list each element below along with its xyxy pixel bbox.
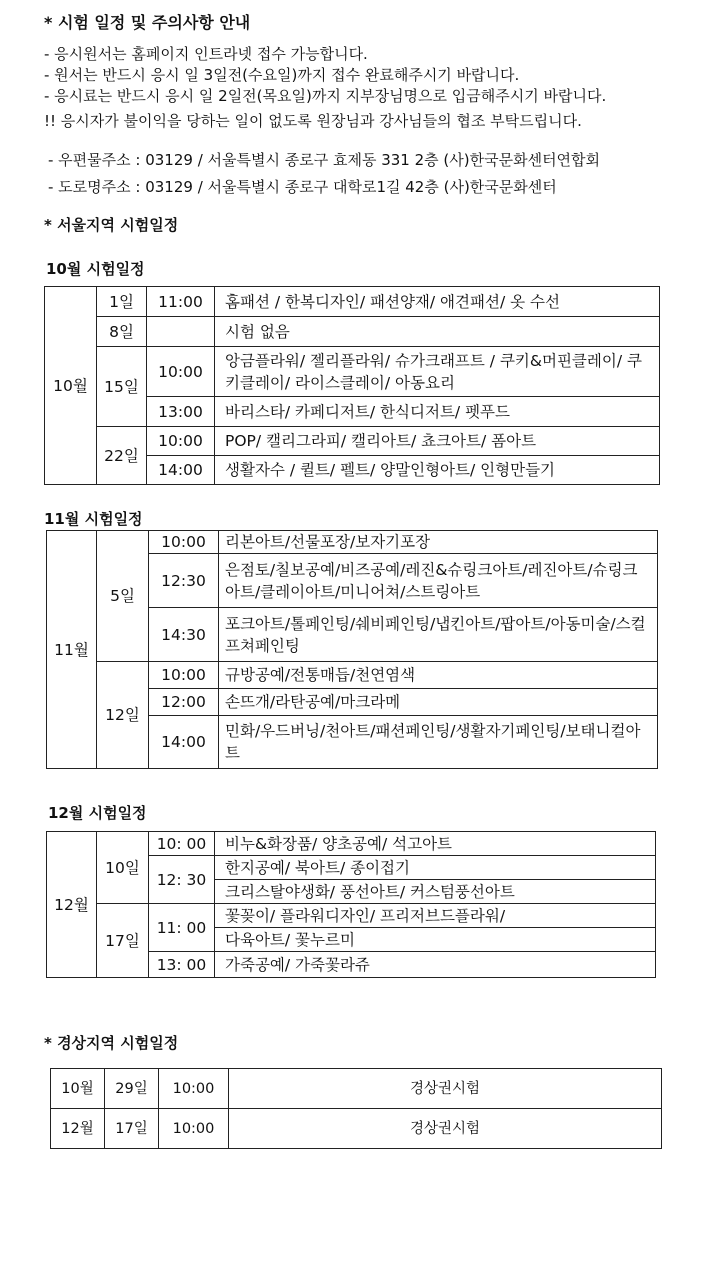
oct-time-8	[147, 317, 215, 347]
nov-time-5b: 12:30	[149, 554, 219, 608]
nov-subjects-5b: 은점토/칠보공예/비즈공예/레진&슈링크아트/레진아트/슈링크아트/클레이아트/미니어쳐/스트링아트	[219, 554, 658, 608]
oct-time-15a: 10:00	[147, 347, 215, 397]
dec-month: 12월	[47, 832, 97, 978]
dec-subjects-10b-2: 크리스탈야생화/ 풍선아트/ 커스텀풍선아트	[215, 880, 656, 904]
nov-month: 11월	[47, 531, 97, 769]
dec-subjects-10a: 비누&화장품/ 양초공예/ 석고아트	[215, 832, 656, 856]
oct-subjects-8: 시험 없음	[215, 317, 660, 347]
nov-time-12c: 14:00	[149, 716, 219, 769]
dec-schedule-table	[46, 831, 656, 978]
nov-subjects-12c: 민화/우드버닝/천아트/패션페인팅/생활자기페인팅/보태니컬아트	[219, 716, 658, 769]
table-row	[47, 904, 656, 928]
nov-schedule-table	[46, 530, 658, 769]
nov-subjects-12b: 손뜨개/라탄공예/마크라메	[219, 689, 658, 716]
dec-time-17a: 11: 00	[149, 904, 215, 952]
dec-title: 12월 시험일정	[48, 804, 147, 822]
gs-time: 10:00	[159, 1069, 229, 1109]
dec-time-10b: 12: 30	[149, 856, 215, 904]
gyeongsang-schedule-table	[50, 1068, 662, 1149]
dec-time-17b: 13: 00	[149, 952, 215, 978]
dec-subjects-10b-1: 한지공예/ 북아트/ 종이접기	[215, 856, 656, 880]
oct-day-1: 1일	[97, 287, 147, 317]
gs-month: 12월	[51, 1109, 105, 1149]
nov-time-12b: 12:00	[149, 689, 219, 716]
dec-subjects-17a-2: 다육아트/ 꽃누르미	[215, 928, 656, 952]
dec-time-10a: 10: 00	[149, 832, 215, 856]
oct-subjects-15b: 바리스타/ 카페디저트/ 한식디저트/ 펫푸드	[215, 397, 660, 427]
gs-time: 10:00	[159, 1109, 229, 1149]
table-row	[45, 427, 660, 456]
table-row	[47, 662, 658, 689]
oct-time-22b: 14:00	[147, 456, 215, 485]
nov-subjects-5c: 포크아트/톨페인팅/쉐비페인팅/냅킨아트/팝아트/아동미술/스컬프쳐페인팅	[219, 608, 658, 662]
oct-schedule-table	[44, 286, 660, 485]
road-address: - 도로명주소 : 03129 / 서울특별시 종로구 대학로1길 42층 (사)한국문화센터	[48, 178, 557, 196]
gs-day: 17일	[105, 1109, 159, 1149]
dec-subjects-17b: 가죽공예/ 가죽꽃라쥬	[215, 952, 656, 978]
notice-line-2: - 원서는 반드시 응시 일 3일전(수요일)까지 접수 완료해주시기 바랍니다.	[44, 66, 520, 84]
notice-line-3: - 응시료는 반드시 응시 일 2일전(목요일)까지 지부장님명으로 입금해주시기 바랍니다.	[44, 87, 607, 105]
dec-day-10: 10일	[97, 832, 149, 904]
oct-subjects-22a: POP/ 캘리그라피/ 캘리아트/ 쵸크아트/ 폼아트	[215, 427, 660, 456]
oct-title: 10월 시험일정	[46, 260, 145, 278]
postal-address: - 우편물주소 : 03129 / 서울특별시 종로구 효제동 331 2층 (사)한국문화센터연합회	[48, 151, 601, 169]
oct-day-22: 22일	[97, 427, 147, 485]
notice-line-1: - 응시원서는 홈페이지 인트라넷 접수 가능합니다.	[44, 45, 368, 63]
oct-month: 10월	[45, 287, 97, 485]
dec-day-17: 17일	[97, 904, 149, 978]
page-title: * 시험 일정 및 주의사항 안내	[44, 13, 251, 32]
notice-line-4: !! 응시자가 불이익을 당하는 일이 없도록 원장님과 강사님들의 협조 부탁드립니다.	[44, 112, 582, 130]
nov-subjects-12a: 규방공예/전통매듭/천연염색	[219, 662, 658, 689]
table-row	[45, 317, 660, 347]
table-row	[51, 1069, 662, 1109]
table-row	[51, 1109, 662, 1149]
table-row	[47, 832, 656, 856]
oct-subjects-22b: 생활자수 / 퀼트/ 펠트/ 양말인형아트/ 인형만들기	[215, 456, 660, 485]
nov-subjects-5a: 리본아트/선물포장/보자기포장	[219, 531, 658, 554]
dec-subjects-17a-1: 꽃꽂이/ 플라워디자인/ 프리저브드플라워/	[215, 904, 656, 928]
gs-label: 경상권시험	[229, 1069, 662, 1109]
table-row	[47, 531, 658, 554]
nov-title: 11월 시험일정	[44, 510, 143, 528]
nov-time-5a: 10:00	[149, 531, 219, 554]
nov-time-12a: 10:00	[149, 662, 219, 689]
oct-day-15: 15일	[97, 347, 147, 427]
oct-time-15b: 13:00	[147, 397, 215, 427]
seoul-heading: * 서울지역 시험일정	[44, 216, 179, 234]
nov-day-12: 12일	[97, 662, 149, 769]
nov-day-5: 5일	[97, 531, 149, 662]
oct-time-1: 11:00	[147, 287, 215, 317]
gs-month: 10월	[51, 1069, 105, 1109]
gs-label: 경상권시험	[229, 1109, 662, 1149]
gyeongsang-heading: * 경상지역 시험일정	[44, 1034, 179, 1052]
gs-day: 29일	[105, 1069, 159, 1109]
oct-day-8: 8일	[97, 317, 147, 347]
table-row	[45, 347, 660, 397]
oct-time-22a: 10:00	[147, 427, 215, 456]
oct-subjects-1: 홈패션 / 한복디자인/ 패션양재/ 애견패션/ 옷 수선	[215, 287, 660, 317]
oct-subjects-15a: 앙금플라워/ 젤리플라워/ 슈가크래프트 / 쿠키&머핀클레이/ 쿠키클레이/ 라이스클레이/ 아동요리	[215, 347, 660, 397]
nov-time-5c: 14:30	[149, 608, 219, 662]
table-row	[45, 287, 660, 317]
